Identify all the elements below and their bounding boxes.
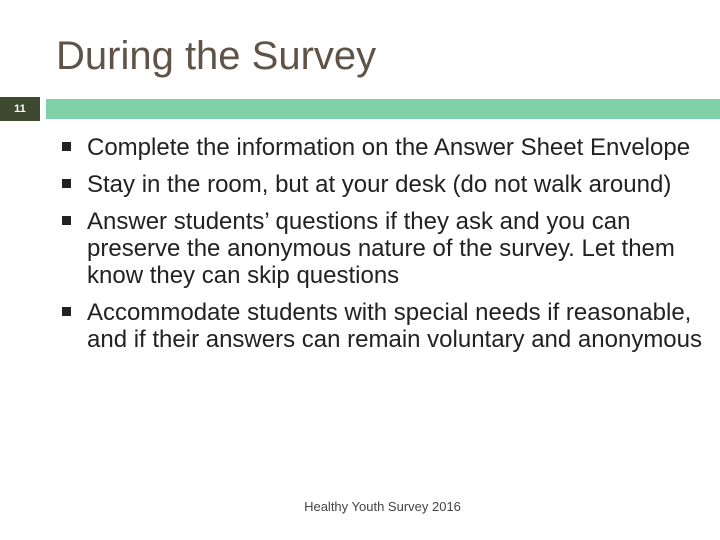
bullet-item [62, 208, 702, 289]
header-accent-bar [46, 99, 720, 119]
bullet-item [62, 134, 702, 161]
slide-title: During the Survey [56, 34, 377, 78]
square-bullet-icon [62, 142, 71, 151]
square-bullet-icon [62, 216, 71, 225]
bullet-text: Stay in the room, but at your desk (do not walk around) [87, 171, 672, 198]
bullet-item [62, 171, 702, 198]
bullet-item [62, 299, 702, 353]
slide-footer: Healthy Youth Survey 2016 [304, 499, 461, 514]
bullet-text: Accommodate students with special needs if reasonable, and if their answers can remain voluntary and anonymous [87, 299, 702, 353]
bullet-text: Answer students’ questions if they ask and you can preserve the anonymous nature of the survey. Let them know they can skip questions [87, 208, 675, 289]
bullet-text: Complete the information on the Answer Sheet Envelope [87, 134, 691, 161]
slide-number-badge [0, 97, 40, 121]
slide-number: 11 [14, 103, 26, 115]
bullet-list [62, 134, 702, 363]
square-bullet-icon [62, 307, 71, 316]
square-bullet-icon [62, 179, 71, 188]
